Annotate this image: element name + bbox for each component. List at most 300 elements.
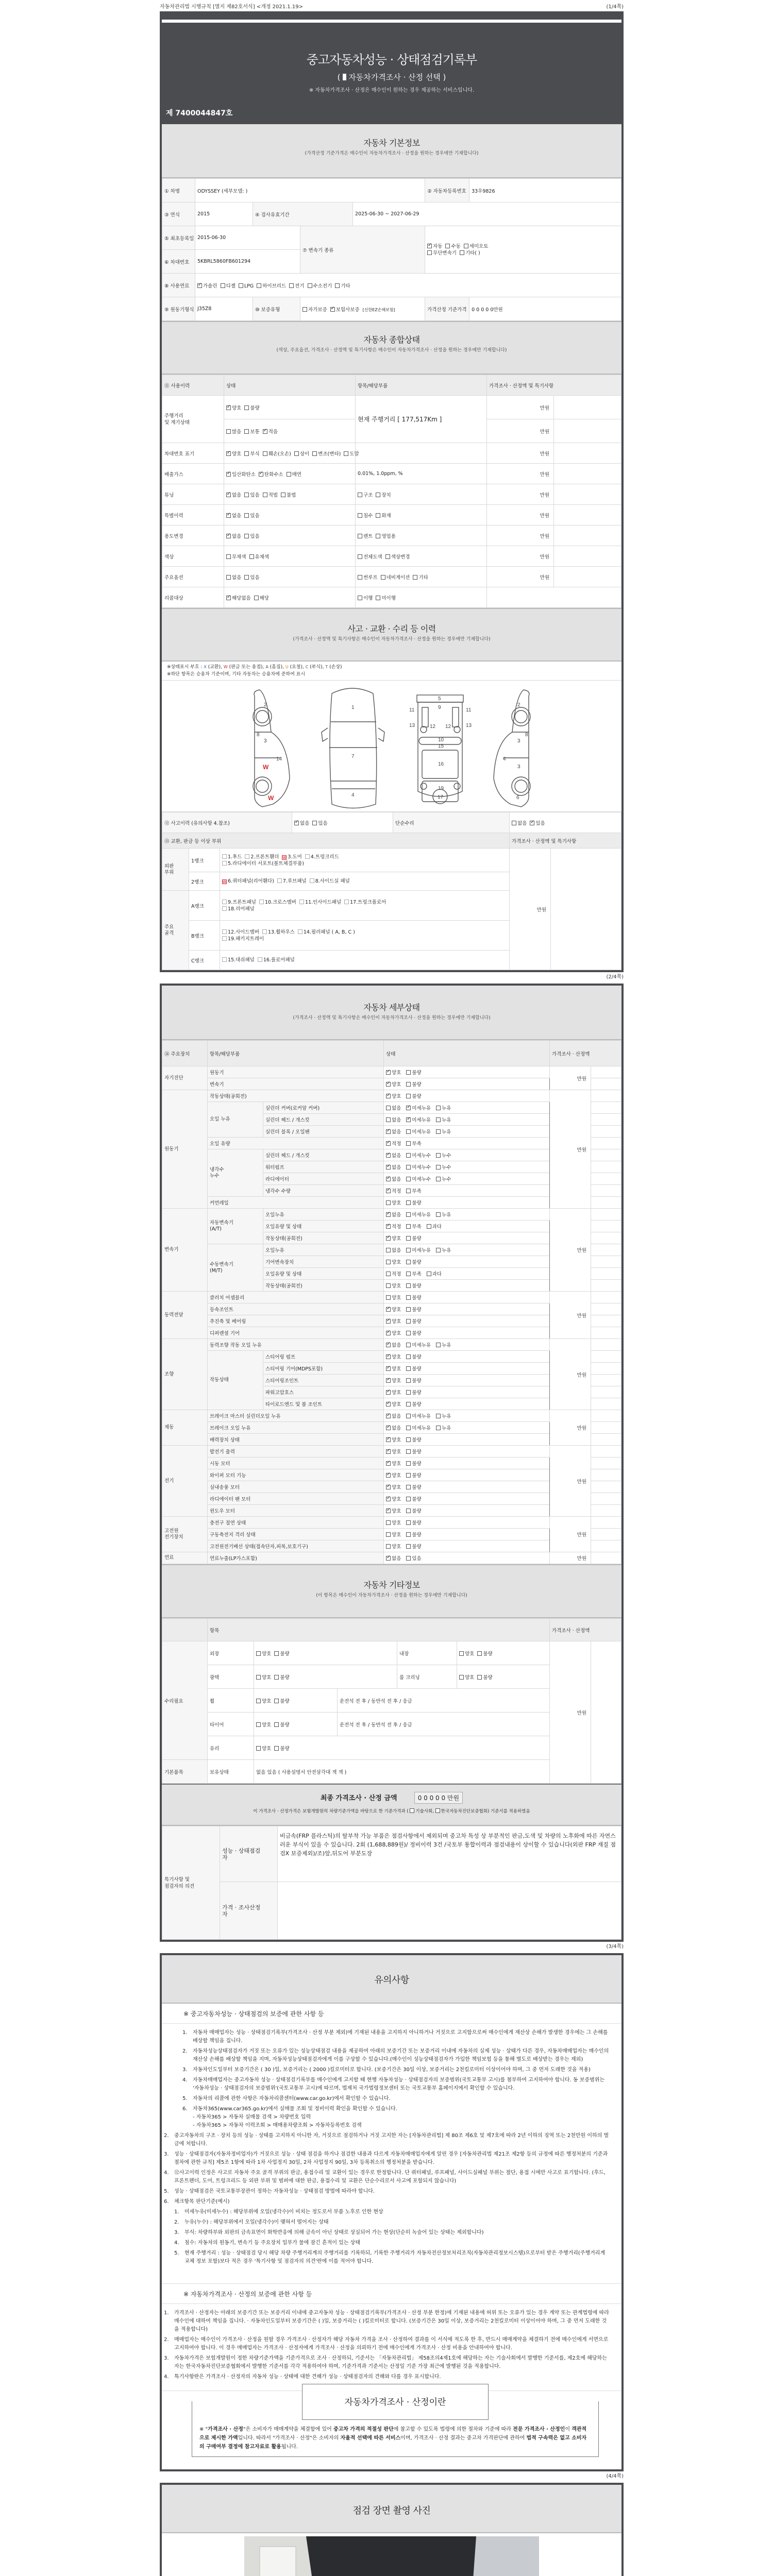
option[interactable]: 없음 <box>386 1117 401 1123</box>
option[interactable]: ✓양호 <box>226 405 241 411</box>
checkbox[interactable] <box>256 1746 261 1751</box>
option[interactable]: 불량 <box>406 1283 421 1289</box>
option[interactable]: 누수 <box>436 1177 451 1182</box>
checkbox[interactable] <box>226 493 231 497</box>
option[interactable]: 불량 <box>406 1532 421 1538</box>
option[interactable]: 보통 <box>244 429 259 435</box>
checkbox[interactable] <box>406 1390 411 1395</box>
checkbox[interactable] <box>406 1366 411 1371</box>
checkbox[interactable] <box>222 900 227 904</box>
option[interactable]: 부족 <box>406 1189 421 1194</box>
option[interactable]: 과다 <box>427 1224 442 1230</box>
checkbox[interactable] <box>436 1129 441 1134</box>
option[interactable]: 자가보증 <box>303 307 327 313</box>
option[interactable]: 세미오토 <box>464 244 489 249</box>
checkbox[interactable] <box>386 1260 391 1264</box>
checkbox[interactable] <box>381 575 385 580</box>
option[interactable]: 수소전기 <box>308 283 332 289</box>
checkbox[interactable] <box>436 1426 441 1430</box>
checkbox[interactable] <box>406 1544 411 1549</box>
option[interactable]: 디젤 <box>221 283 236 289</box>
option[interactable]: 불량 <box>406 1378 421 1384</box>
option[interactable]: 양호 <box>256 1746 271 1752</box>
option[interactable]: ✓ 양호 <box>386 1390 401 1396</box>
option[interactable]: ✓ 일산화탄소 <box>226 472 256 478</box>
checkbox[interactable] <box>386 1319 391 1324</box>
option[interactable]: ✓ 양호 <box>386 1402 401 1408</box>
checkbox[interactable] <box>406 1189 411 1193</box>
checkbox[interactable] <box>436 1414 441 1418</box>
checkbox[interactable] <box>274 1722 279 1727</box>
option[interactable]: 불량 <box>406 1520 421 1526</box>
checkbox[interactable] <box>477 1675 482 1680</box>
checkbox[interactable] <box>358 493 362 497</box>
checkbox[interactable] <box>413 575 417 580</box>
option[interactable]: 미세누유 <box>406 1426 431 1431</box>
option[interactable]: ✓ 없음 <box>226 513 241 519</box>
option[interactable]: 불량 <box>406 1485 421 1490</box>
checkbox[interactable] <box>299 900 304 904</box>
option[interactable]: ✓ 양호 <box>386 1485 401 1490</box>
option[interactable]: ✓ 적정 <box>386 1224 401 1230</box>
option[interactable]: ✓ 양호 <box>386 1378 401 1384</box>
checkbox[interactable] <box>386 1094 391 1098</box>
option[interactable]: 불량 <box>406 1307 421 1313</box>
checkbox[interactable] <box>406 1106 411 1110</box>
checkbox[interactable] <box>222 957 227 962</box>
checkbox[interactable] <box>226 513 231 518</box>
option[interactable]: 미이행 <box>376 596 396 601</box>
option[interactable]: ✓ 없음 <box>386 1426 401 1431</box>
option[interactable]: 미세누수 <box>406 1165 431 1171</box>
option[interactable]: 양호 <box>386 1200 401 1206</box>
option[interactable]: 구조 <box>358 493 373 498</box>
part-option[interactable]: 19.패키지트레이 <box>222 936 264 942</box>
checkbox[interactable] <box>294 821 299 825</box>
checkbox[interactable] <box>386 1200 391 1205</box>
checkbox[interactable] <box>376 534 380 538</box>
checkbox[interactable] <box>436 1153 441 1158</box>
checkbox[interactable] <box>386 1141 391 1146</box>
checkbox[interactable] <box>358 554 362 559</box>
checkbox[interactable] <box>406 1485 411 1489</box>
checkbox[interactable] <box>427 250 432 255</box>
option[interactable]: ✓ 양호 <box>386 1319 401 1325</box>
option[interactable]: 없음 <box>386 1106 401 1111</box>
option[interactable]: 훼손(오손) <box>263 451 291 457</box>
checkbox[interactable] <box>249 554 254 559</box>
option[interactable]: 적법 <box>263 493 278 498</box>
option[interactable]: 전기 <box>289 283 304 289</box>
option[interactable]: ✓ 양호 <box>386 1094 401 1099</box>
option[interactable]: ✓ 양호 <box>386 1449 401 1455</box>
option[interactable]: ✓ 없음 <box>226 493 241 498</box>
checkbox[interactable] <box>406 1295 411 1300</box>
option[interactable]: ✓ 보험사보증 <box>330 307 360 313</box>
option[interactable]: ✓ 없음 <box>226 534 241 539</box>
checkbox[interactable] <box>226 472 231 477</box>
checkbox[interactable] <box>244 429 249 434</box>
checkbox[interactable] <box>386 1509 391 1513</box>
option[interactable]: 도말 <box>344 451 359 457</box>
checkbox[interactable] <box>406 1497 411 1501</box>
option[interactable]: 부족 <box>406 1224 421 1230</box>
checkbox[interactable] <box>277 878 282 883</box>
option[interactable]: 무단변속기 <box>427 250 457 256</box>
part-option[interactable]: W 6.쿼터패널(리어휀다) <box>223 878 274 884</box>
option[interactable]: ✓ 양호 <box>386 1437 401 1443</box>
option[interactable]: ✓ 적정 <box>386 1189 401 1194</box>
option[interactable]: ✓ 양호 <box>386 1070 401 1076</box>
option[interactable]: 불량 <box>274 1746 289 1752</box>
part-option[interactable]: 14.필러패널 ( A, B, C ) <box>298 929 355 935</box>
option[interactable]: ✓ 없음 <box>386 1165 401 1171</box>
checkbox[interactable] <box>344 900 349 904</box>
checkbox[interactable] <box>263 451 267 456</box>
option[interactable]: 이행 <box>358 596 373 601</box>
checkbox[interactable] <box>245 854 249 859</box>
checkbox[interactable] <box>244 451 249 456</box>
option[interactable]: ✓ 미세누유 <box>406 1106 431 1111</box>
option[interactable]: 누수 <box>436 1165 451 1171</box>
checkbox[interactable] <box>221 283 225 288</box>
select-checkbox[interactable] <box>343 74 346 80</box>
option[interactable]: 유채색 <box>249 554 270 560</box>
part-option[interactable]: 1.후드 <box>222 854 242 860</box>
option[interactable]: 누유 <box>436 1106 451 1111</box>
option[interactable]: 미세누유 <box>406 1343 431 1348</box>
option[interactable]: 양호 <box>256 1722 271 1728</box>
checkbox[interactable] <box>222 929 227 934</box>
checkbox[interactable] <box>358 513 362 518</box>
option[interactable]: 상이 <box>294 451 309 457</box>
checkbox[interactable] <box>222 906 227 911</box>
part-option[interactable]: 11.인사이드패널 <box>299 900 341 905</box>
checkbox[interactable] <box>406 1402 411 1406</box>
checkbox[interactable] <box>406 1437 411 1442</box>
option[interactable]: 불량 <box>406 1544 421 1550</box>
option[interactable]: 불량 <box>406 1461 421 1467</box>
checkbox[interactable] <box>445 244 450 248</box>
checkbox[interactable] <box>222 936 227 941</box>
checkbox[interactable] <box>464 244 468 248</box>
checkbox[interactable] <box>376 596 380 600</box>
checkbox[interactable] <box>386 1485 391 1489</box>
option[interactable]: ✓ 있음 <box>530 821 545 826</box>
checkbox[interactable] <box>406 1556 411 1561</box>
checkbox[interactable] <box>386 1343 391 1347</box>
checkbox[interactable] <box>222 861 227 866</box>
option[interactable]: ✓ 양호 <box>226 451 241 457</box>
part-option[interactable]: 4.트렁크리드 <box>305 854 339 860</box>
checkbox[interactable] <box>226 429 231 434</box>
option[interactable]: 있음 <box>244 493 259 498</box>
checkbox[interactable] <box>406 1224 411 1229</box>
option[interactable]: 없음 <box>386 1248 401 1253</box>
option[interactable]: 하이브리드 <box>257 283 286 289</box>
option[interactable]: 미세누유 <box>406 1129 431 1135</box>
option[interactable]: 불량 <box>406 1473 421 1479</box>
checkbox[interactable] <box>376 513 380 518</box>
checkbox[interactable] <box>406 1354 411 1359</box>
option[interactable]: 누유 <box>436 1343 451 1348</box>
option[interactable]: 있음 <box>406 1556 421 1562</box>
option[interactable]: 불량 <box>274 1699 289 1704</box>
checkbox[interactable] <box>263 429 267 434</box>
checkbox[interactable] <box>406 1248 411 1252</box>
option[interactable]: 수동 <box>445 244 460 249</box>
option[interactable]: 누수 <box>436 1153 451 1159</box>
checkbox[interactable] <box>289 283 294 288</box>
kadb-checkbox[interactable] <box>435 1808 440 1813</box>
option[interactable]: ✓ 없음 <box>386 1212 401 1218</box>
checkbox[interactable] <box>298 929 303 934</box>
option[interactable]: ✓ 적음 <box>263 429 278 435</box>
checkbox[interactable] <box>386 1532 391 1537</box>
checkbox[interactable] <box>256 1722 261 1727</box>
checkbox[interactable] <box>358 575 362 580</box>
option[interactable]: 변조(변타) <box>312 451 341 457</box>
checkbox[interactable] <box>427 1272 431 1276</box>
checkbox[interactable] <box>226 575 231 580</box>
checkbox[interactable] <box>436 1165 441 1170</box>
part-option[interactable]: 2.프론트휀더 <box>245 854 279 860</box>
checkbox[interactable] <box>262 929 267 934</box>
checkbox[interactable] <box>386 1354 391 1359</box>
checkbox[interactable] <box>436 1106 441 1110</box>
part-option[interactable]: 8.사이드실 패널 <box>310 878 350 884</box>
option[interactable]: 전체도색 <box>358 554 382 560</box>
part-option[interactable]: 12.사이드멤버 <box>222 929 259 935</box>
option[interactable]: 매연 <box>287 472 301 478</box>
option[interactable]: ✓ 없음 <box>386 1129 401 1135</box>
checkbox[interactable] <box>386 1117 391 1122</box>
checkbox[interactable] <box>406 1532 411 1537</box>
part-option[interactable]: 10.크로스멤버 <box>259 900 296 905</box>
option[interactable]: 미세누수 <box>406 1153 431 1159</box>
option[interactable]: 양호 <box>256 1675 271 1681</box>
part-option[interactable]: 7.루브패널 <box>277 878 307 884</box>
option[interactable]: 불량 <box>406 1437 421 1443</box>
checkbox[interactable] <box>386 1366 391 1371</box>
option[interactable]: 기타( ) <box>460 250 480 256</box>
checkbox[interactable] <box>406 1449 411 1454</box>
option[interactable]: ✓ 양호 <box>386 1331 401 1336</box>
option[interactable]: 부족 <box>406 1272 421 1277</box>
option[interactable]: 양호 <box>386 1520 401 1526</box>
checkbox[interactable] <box>281 493 285 497</box>
checkbox[interactable] <box>406 1177 411 1181</box>
option[interactable]: 불량 <box>406 1449 421 1455</box>
option[interactable]: ✓ 양호 <box>386 1366 401 1372</box>
option[interactable]: 불량 <box>406 1200 421 1206</box>
checkbox[interactable] <box>226 451 231 456</box>
checkbox[interactable] <box>406 1165 411 1170</box>
checkbox[interactable] <box>386 1307 391 1312</box>
option[interactable]: 미세누유 <box>406 1212 431 1218</box>
option[interactable]: 불량 <box>406 1390 421 1396</box>
option[interactable]: 기타 <box>413 575 428 581</box>
option[interactable]: ✓ 적정 <box>386 1141 401 1147</box>
option[interactable]: 양호 <box>256 1699 271 1704</box>
option[interactable]: 누유 <box>436 1248 451 1253</box>
option[interactable]: ✓ 없음 <box>294 821 309 826</box>
option[interactable]: 미세누유 <box>406 1248 431 1253</box>
checkbox[interactable] <box>406 1414 411 1418</box>
checkbox[interactable] <box>258 957 262 962</box>
option[interactable]: ✓ 해당없음 <box>226 596 251 601</box>
checkbox[interactable] <box>460 250 464 255</box>
checkbox[interactable] <box>406 1283 411 1288</box>
option[interactable]: 누유 <box>436 1426 451 1431</box>
checkbox[interactable] <box>310 878 314 883</box>
checkbox[interactable] <box>406 1520 411 1525</box>
checkbox[interactable] <box>406 1141 411 1146</box>
checkbox[interactable] <box>406 1319 411 1324</box>
option[interactable]: ✓ 없음 <box>386 1177 401 1182</box>
checkbox[interactable] <box>386 1461 391 1466</box>
option[interactable]: 있음 <box>244 575 259 581</box>
option[interactable]: 미세누유 <box>406 1414 431 1419</box>
checkbox[interactable] <box>312 821 317 825</box>
checkbox[interactable] <box>312 451 317 456</box>
option[interactable]: 침수 <box>358 513 373 519</box>
checkbox[interactable] <box>257 283 261 288</box>
checkbox[interactable] <box>459 1675 464 1680</box>
checkbox[interactable] <box>256 1651 261 1656</box>
checkbox[interactable] <box>274 1675 279 1680</box>
option[interactable]: ✓자동 <box>427 244 442 249</box>
checkbox[interactable] <box>254 596 259 600</box>
option[interactable]: 누유 <box>436 1117 451 1123</box>
option[interactable]: ✓ 없음 <box>386 1343 401 1348</box>
option[interactable]: 있음 <box>244 534 259 539</box>
option[interactable]: ✓ 탄화수소 <box>259 472 283 478</box>
checkbox[interactable] <box>226 554 231 559</box>
option[interactable]: ✓ 양호 <box>386 1307 401 1313</box>
checkbox[interactable] <box>222 854 227 859</box>
option[interactable]: 불량 <box>406 1331 421 1336</box>
checkbox[interactable] <box>386 1082 391 1087</box>
checkbox[interactable] <box>197 283 202 288</box>
checkbox[interactable] <box>386 1497 391 1501</box>
option[interactable]: 적정 <box>386 1272 401 1277</box>
checkbox[interactable] <box>386 1236 391 1241</box>
checkbox[interactable] <box>386 1437 391 1442</box>
option[interactable]: 불량 <box>477 1675 492 1681</box>
checkbox[interactable] <box>386 1331 391 1335</box>
option[interactable]: ✓ 양호 <box>386 1473 401 1479</box>
checkbox[interactable] <box>406 1200 411 1205</box>
checkbox[interactable] <box>386 1520 391 1525</box>
option[interactable]: 불량 <box>274 1675 289 1681</box>
checkbox[interactable] <box>386 1283 391 1288</box>
checkbox[interactable] <box>386 1473 391 1478</box>
checkbox[interactable] <box>274 1699 279 1703</box>
checkbox[interactable] <box>294 451 299 456</box>
checkbox[interactable] <box>406 1509 411 1513</box>
option[interactable]: 렌트 <box>358 534 373 539</box>
option[interactable]: 누유 <box>436 1129 451 1135</box>
checkbox[interactable] <box>263 493 267 497</box>
checkbox[interactable] <box>303 307 307 312</box>
option[interactable]: 불량 <box>406 1366 421 1372</box>
option[interactable]: 불량 <box>406 1260 421 1265</box>
part-option[interactable]: 5.라디에이터 서포트(볼트체결부품) <box>222 861 304 867</box>
checkbox[interactable] <box>436 1212 441 1217</box>
checkbox[interactable] <box>256 1675 261 1680</box>
checkbox[interactable] <box>244 534 249 538</box>
checkbox[interactable] <box>226 405 231 410</box>
checkbox[interactable] <box>436 1177 441 1181</box>
checkbox[interactable] <box>406 1117 411 1122</box>
option[interactable]: ✓ 양호 <box>386 1497 401 1502</box>
checkbox[interactable] <box>386 1556 391 1561</box>
checkbox[interactable] <box>386 1153 391 1158</box>
option[interactable]: 양호 <box>459 1675 474 1681</box>
checkbox[interactable] <box>386 1295 391 1300</box>
checkbox[interactable] <box>406 1236 411 1241</box>
checkbox[interactable] <box>386 1165 391 1170</box>
checkbox[interactable] <box>386 1390 391 1395</box>
option[interactable]: 있음 <box>244 513 259 519</box>
checkbox[interactable] <box>386 1544 391 1549</box>
checkbox[interactable] <box>386 1189 391 1193</box>
option[interactable]: 불량 <box>406 1509 421 1514</box>
checkbox[interactable] <box>436 1117 441 1122</box>
checkbox[interactable] <box>226 596 231 600</box>
checkbox[interactable] <box>274 1651 279 1656</box>
option[interactable]: ✓ 양호 <box>386 1082 401 1088</box>
checkbox[interactable] <box>406 1378 411 1383</box>
checkbox[interactable] <box>406 1307 411 1312</box>
option[interactable]: 불량 <box>406 1295 421 1301</box>
checkbox[interactable] <box>406 1331 411 1335</box>
option[interactable]: 양호 <box>386 1532 401 1538</box>
checkbox[interactable] <box>530 821 534 825</box>
option[interactable]: ✓ 양호 <box>386 1354 401 1360</box>
option[interactable]: 없음 <box>226 575 241 581</box>
checkbox[interactable] <box>239 283 243 288</box>
checkbox[interactable] <box>244 493 249 497</box>
checkbox[interactable] <box>406 1070 411 1075</box>
checkbox[interactable] <box>330 307 335 312</box>
option[interactable]: 있음 <box>312 821 327 826</box>
checkbox[interactable] <box>256 1699 261 1703</box>
option[interactable]: 네비게이션 <box>381 575 410 581</box>
checkbox[interactable] <box>406 1272 411 1276</box>
checkbox[interactable] <box>477 1651 482 1656</box>
option[interactable]: 불량 <box>406 1402 421 1408</box>
option[interactable]: 불량 <box>406 1094 421 1099</box>
option[interactable]: 누유 <box>436 1212 451 1218</box>
checkbox[interactable] <box>385 554 390 559</box>
option[interactable]: 불량 <box>406 1354 421 1360</box>
option[interactable]: 불량 <box>274 1651 289 1657</box>
option[interactable]: 화재 <box>376 513 391 519</box>
checkbox[interactable] <box>406 1343 411 1347</box>
checkbox[interactable] <box>406 1082 411 1087</box>
checkbox[interactable] <box>386 1129 391 1134</box>
checkbox[interactable] <box>436 1343 441 1347</box>
checkbox[interactable] <box>406 1473 411 1478</box>
option[interactable]: ✓ 없음 <box>386 1414 401 1419</box>
checkbox[interactable] <box>259 900 264 904</box>
option[interactable]: 누유 <box>436 1414 451 1419</box>
checkbox[interactable] <box>244 405 249 410</box>
option[interactable]: 불법 <box>281 493 296 498</box>
checkbox[interactable] <box>305 854 310 859</box>
